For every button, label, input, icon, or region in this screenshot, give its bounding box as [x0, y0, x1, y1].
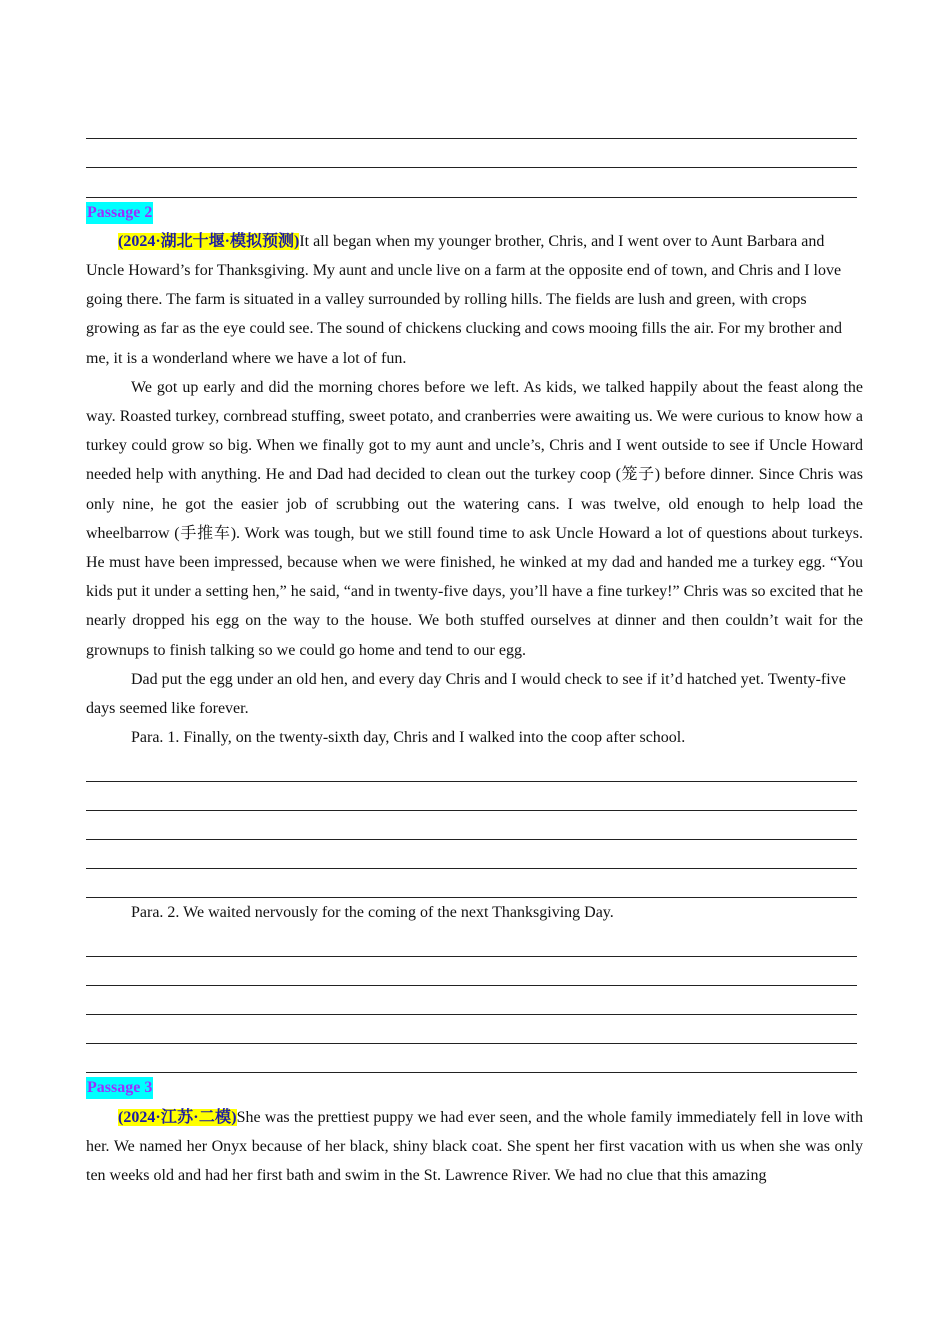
passage-2-heading-row	[86, 198, 863, 227]
passage-2-label: Passage 2	[86, 202, 153, 224]
answer-line[interactable]	[86, 811, 857, 840]
passage-3-paragraph-1-text: She was the prettiest puppy we had ever seen, and the whole family immediately fell in love with her. We named her Onyx because of her black, shiny black coat. She spent her first vacation with us when she was only ten weeks old and had her first bath and swim in the St. Lawrence River. We had no clue that this amazing	[86, 1108, 863, 1185]
answer-line[interactable]	[86, 869, 857, 898]
answer-lines-prompt-2	[86, 928, 863, 1074]
passage-2-paragraph-1	[86, 227, 863, 373]
answer-line[interactable]	[86, 139, 857, 168]
answer-line[interactable]	[86, 840, 857, 869]
passage-3-paragraph-1	[86, 1103, 863, 1191]
answer-line[interactable]	[86, 1015, 857, 1044]
document-page	[86, 110, 863, 1190]
passage-2-prompt-2: Para. 2. We waited nervously for the coming of the next Thanksgiving Day.	[131, 904, 614, 922]
answer-line[interactable]	[86, 957, 857, 986]
passage-2-paragraph-2: We got up early and did the morning chores before we left. As kids, we talked happily about the feast along the way. Roasted turkey, cornbread stuffing, sweet potato, and cranberries were awaiting us. We were curious to know how a turkey could grow so big. When we finally got to my aunt and uncle’s, Chris and I went outside to see if Uncle Howard needed help with anything. He and Dad had decided to clean out the turkey coop (笼子) before dinner. Since Chris was only nine, he got the easier job of scrubbing out the watering cans. I was twelve, old enough to help load the wheelbarrow (手推车). Work was tough, but we still found time to ask Uncle Howard a lot of questions about turkeys. He must have been impressed, because when we were finished, he winked at my dad and handed me a turkey egg. “You kids put it under a setting hen,” he said, “and in twenty-five days, you’ll have a fine turkey!” Chris was so excited that he nearly dropped his egg on the way to the house. We both stuffed ourselves at dinner and then couldn’t wait for the grownups to finish talking so we could go home and tend to our egg.	[86, 378, 863, 659]
passage-3-heading-row	[86, 1073, 863, 1102]
answer-line[interactable]	[86, 752, 857, 781]
answer-line[interactable]	[86, 782, 857, 811]
answer-line[interactable]	[86, 1044, 857, 1073]
answer-line[interactable]	[86, 168, 857, 197]
passage-3-source-tag: (2024·江苏·二模)	[118, 1108, 237, 1126]
answer-line[interactable]	[86, 986, 857, 1015]
passage-2-prompt-1: Para. 1. Finally, on the twenty-sixth day, Chris and I walked into the coop after school.	[131, 729, 686, 747]
answer-lines-prompt-1	[86, 752, 863, 898]
answer-line[interactable]	[86, 110, 857, 139]
passage-2-paragraph-1-text: It all began when my younger brother, Chris, and I went over to Aunt Barbara and Uncle Howard’s for Thanksgiving. My aunt and uncle live on a farm at the opposite end of town, and Chris and I love going there. The farm is situated in a valley surrounded by rolling hills. The fields are lush and green, with crops growing as far as the eye could see. The sound of chickens clucking and cows mooing fills the air. For my brother and me, it is a wonderland where we have a lot of fun.	[86, 232, 842, 367]
passage-2-paragraph-3: Dad put the egg under an old hen, and every day Chris and I would check to see if it’d hatched yet. Twenty-five days seemed like forever.	[86, 670, 846, 717]
answer-line[interactable]	[86, 928, 857, 957]
answer-lines-top	[86, 110, 863, 198]
passage-2-source-tag: (2024·湖北十堰·模拟预测)	[118, 232, 300, 250]
passage-3-label: Passage 3	[86, 1077, 153, 1099]
